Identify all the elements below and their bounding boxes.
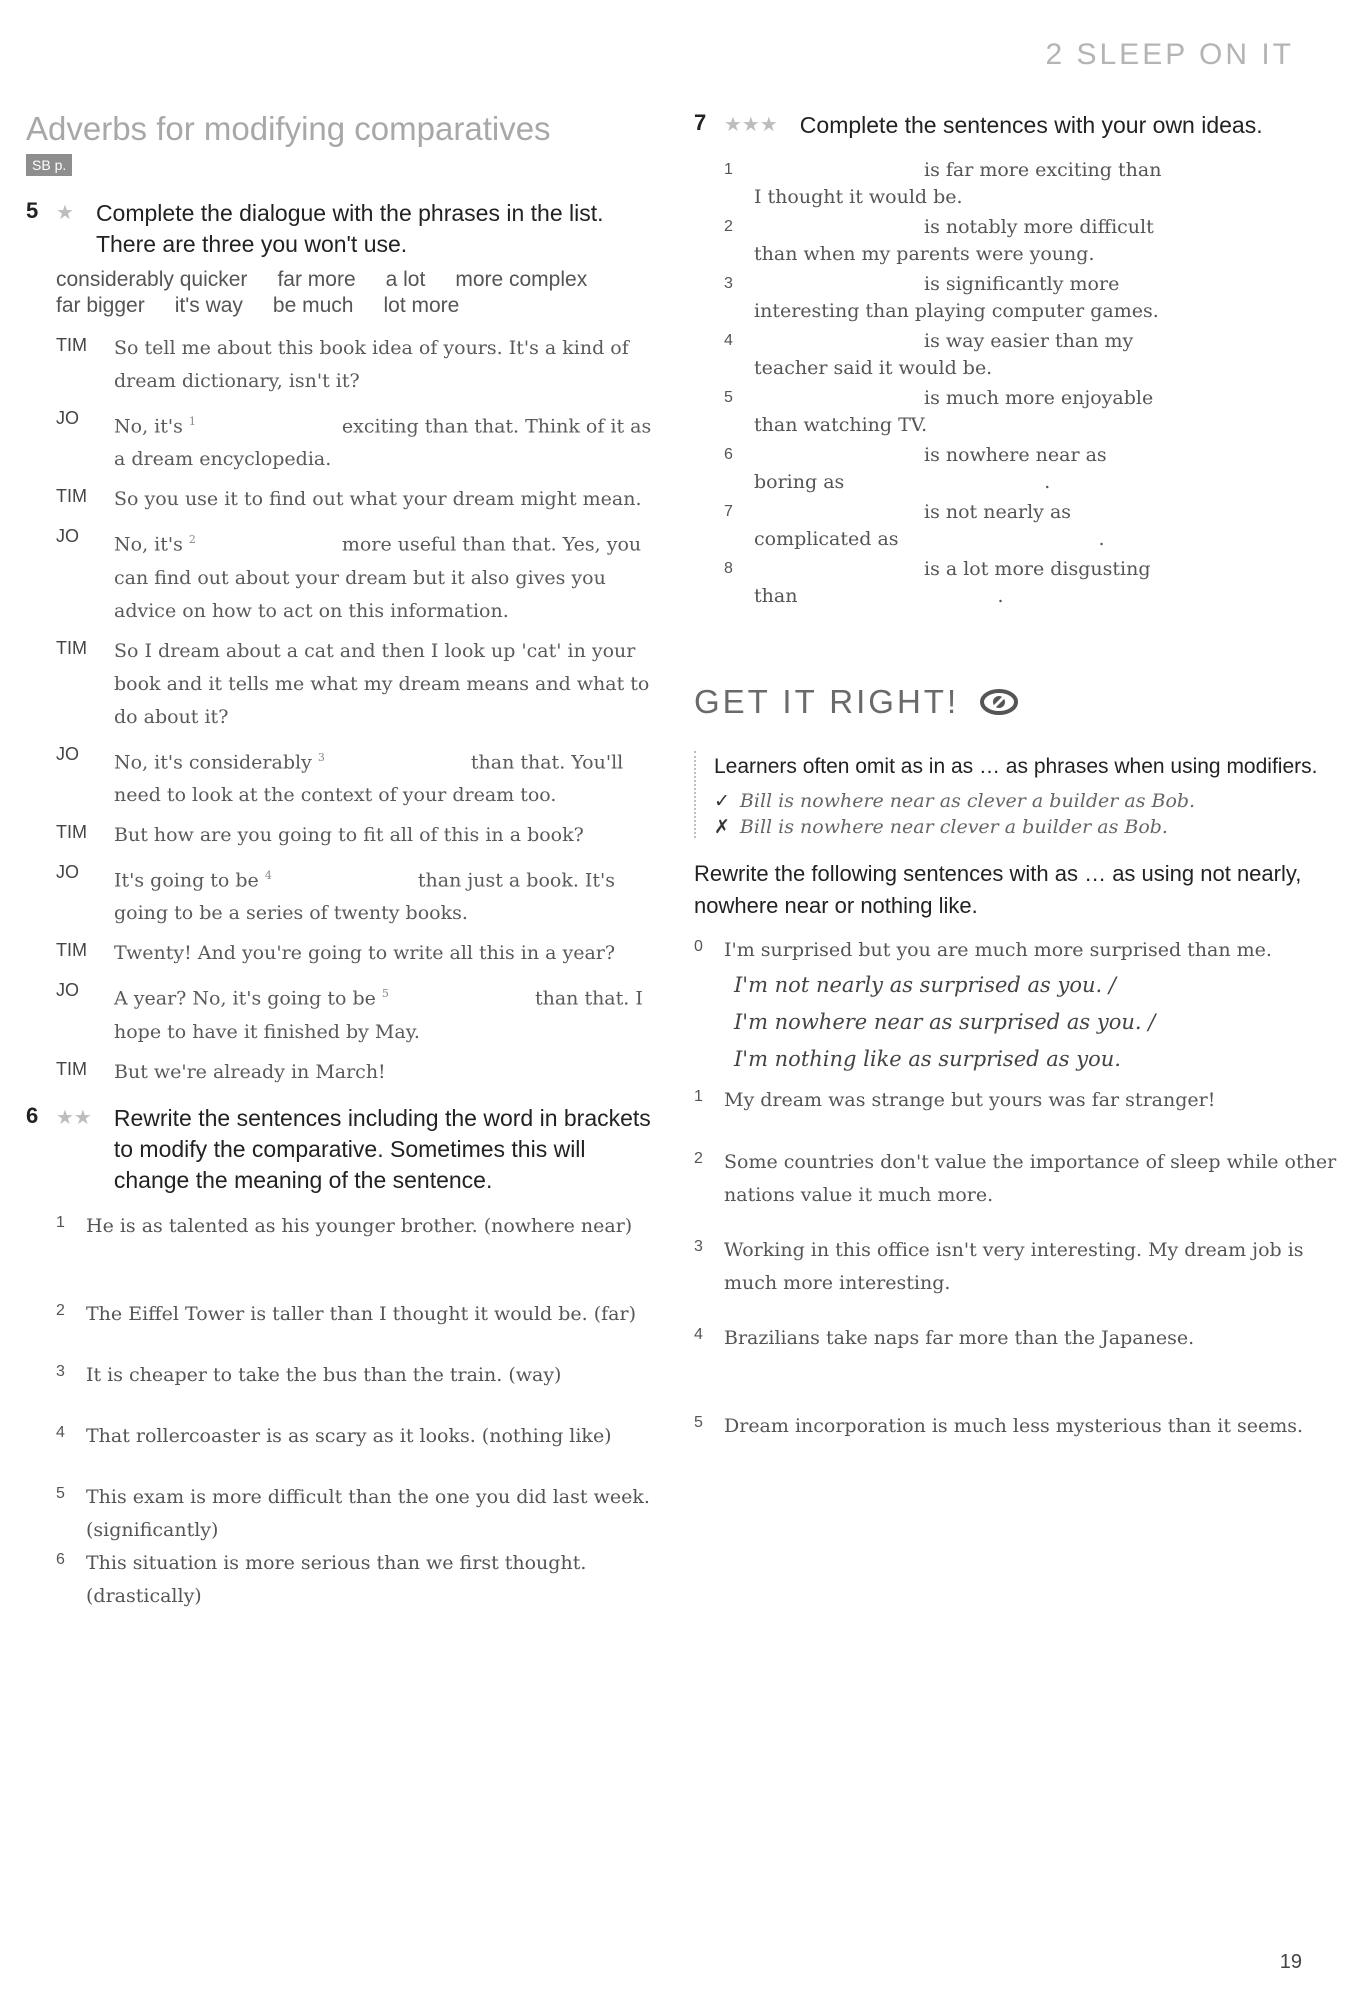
- phrase-option: far bigger: [56, 294, 145, 317]
- note-text: Learners often omit as in as … as phrases when using modifiers.: [714, 755, 1318, 778]
- line-b: [754, 355, 1224, 382]
- list-item: [56, 1420, 666, 1481]
- line-a: is a lot more disgusting: [924, 558, 1151, 580]
- page-number: 19: [1279, 1951, 1302, 1973]
- line-b: [754, 412, 1224, 439]
- gap-number: 5: [381, 987, 389, 1001]
- list-item: [724, 556, 1344, 613]
- item-text: This situation is more serious than we first thought. (drastically): [86, 1551, 587, 1607]
- phrase-option: it's way: [174, 294, 243, 317]
- example-answers: [734, 967, 1344, 1078]
- item-text: [754, 385, 1224, 442]
- list-item: [56, 1298, 666, 1359]
- item-number: 5: [724, 389, 733, 406]
- line-b-text: teacher said it would be.: [754, 357, 993, 379]
- list-item: [694, 1410, 1344, 1498]
- model-answer: I'm nothing like as surprised as you.: [734, 1047, 1121, 1071]
- text-after-gap: than that. You'll need to look at the context of your dream too.: [114, 750, 624, 806]
- exercise-instruction: Rewrite the sentences including the word in brackets to modify the comparative. Sometimes this will change the meaning of the sentence.: [113, 1104, 651, 1193]
- dialogue-text: So I dream about a cat and then I look up 'cat' in your book and it tells me what my dream means and what to do about it?: [114, 639, 650, 728]
- check-icon: ✓: [714, 790, 730, 812]
- item-number: 6: [724, 446, 733, 463]
- dialogue-text: Twenty! And you're going to write all this in a year?: [114, 942, 616, 965]
- get-it-right-title: GET IT RIGHT!: [694, 683, 960, 720]
- dialogue-text: [114, 859, 666, 930]
- speaker-name: JO: [56, 980, 80, 1001]
- item-text: Some countries don't value the importance of sleep while other nations value it much more.: [724, 1151, 1337, 1206]
- item-number: 3: [56, 1362, 65, 1380]
- phrase-option: be much: [272, 294, 354, 317]
- list-item: [724, 328, 1344, 385]
- exercise-7-items: [724, 157, 1344, 613]
- line-b: [754, 184, 1224, 211]
- exercise-instruction: Complete the sentences with your own ideas.: [799, 112, 1263, 138]
- line-a: is much more enjoyable: [924, 387, 1154, 409]
- speaker-name: JO: [56, 861, 80, 882]
- item-text: [754, 157, 1224, 214]
- line-a: is far more exciting than: [924, 159, 1162, 181]
- phrase-option: far more: [277, 268, 356, 291]
- model-answer: I'm not nearly as surprised as you. /: [734, 973, 1116, 997]
- line-a: is nowhere near as: [924, 444, 1107, 466]
- line-end: .: [1098, 528, 1105, 550]
- item-number: 2: [56, 1301, 65, 1319]
- speaker-name: TIM: [56, 335, 87, 355]
- list-item: [56, 1359, 666, 1420]
- difficulty-stars-icon: ★: [56, 202, 74, 224]
- learner-note: [694, 751, 1344, 838]
- item-number: 7: [724, 503, 733, 520]
- speaker-name: TIM: [56, 940, 87, 961]
- line-b: [754, 298, 1224, 325]
- item-number: 5: [56, 1484, 65, 1502]
- line-b-text: boring as: [754, 471, 845, 493]
- difficulty-stars-icon: ★★★: [724, 114, 778, 136]
- item-text: Working in this office isn't very interesting. My dream job is much more interesting.: [724, 1239, 1304, 1294]
- correct-example: ✓ Bill is nowhere near as clever a builder as Bob.: [714, 790, 1196, 812]
- exercise-7: [694, 110, 1344, 613]
- left-column: [26, 110, 666, 1613]
- dialogue-text: So you use it to find out what your dream might mean.: [114, 488, 642, 511]
- item-text: [754, 328, 1224, 385]
- phrase-option: lot more: [383, 294, 460, 317]
- exercise-number: 6: [26, 1102, 39, 1128]
- text-before-gap: A year? No, it's going to be: [114, 987, 382, 1010]
- list-item: [694, 1322, 1344, 1410]
- dialogue: [56, 332, 666, 1089]
- speaker-name: TIM: [56, 486, 87, 507]
- dialogue-line: [56, 332, 666, 398]
- list-item: [724, 271, 1344, 328]
- exercise-number: 7: [694, 110, 707, 135]
- phrase-list: [56, 268, 656, 318]
- text-before-gap: No, it's: [114, 533, 189, 556]
- get-it-right-box: [694, 683, 1344, 1498]
- line-b-text: than watching TV.: [754, 414, 928, 436]
- line-b: [754, 469, 1224, 496]
- speaker-name: TIM: [56, 637, 87, 658]
- list-item: [724, 499, 1344, 556]
- item-text: [754, 271, 1224, 328]
- item-number: 4: [724, 332, 733, 349]
- line-a: is way easier than my: [924, 330, 1134, 352]
- exercise-instruction: Complete the dialogue with the phrases in the list. There are three you won't use.: [95, 200, 604, 257]
- dialogue-text: But we're already in March!: [114, 1060, 386, 1083]
- item-text: It is cheaper to take the bus than the train. (way): [86, 1363, 562, 1386]
- line-b: [754, 583, 1224, 610]
- dialogue-text: So tell me about this book idea of yours. It's a kind of dream dictionary, isn't it?: [114, 337, 629, 392]
- text-after-gap: than that. I hope to have it finished by May.: [114, 987, 643, 1043]
- running-head: 2 SLEEP ON IT: [1045, 38, 1294, 71]
- item-number: 3: [724, 275, 733, 292]
- list-item: [694, 1234, 1344, 1322]
- dialogue-text: [114, 741, 666, 812]
- line-b-text: I thought it would be.: [754, 186, 963, 208]
- line-a: is significantly more: [924, 273, 1120, 295]
- dialogue-line: [56, 1056, 666, 1089]
- phrase-option: considerably quicker: [56, 268, 248, 291]
- dialogue-line: [56, 937, 666, 970]
- list-item: [56, 1547, 666, 1613]
- list-item: [724, 157, 1344, 214]
- difficulty-stars-icon: ★★: [56, 1106, 92, 1129]
- gap-number: 4: [264, 868, 272, 882]
- list-item: [724, 442, 1344, 499]
- incorrect-example: ✗ Bill is nowhere near clever a builder as Bob.: [714, 816, 1168, 838]
- speaker-name: JO: [56, 408, 80, 428]
- gap-number: 2: [188, 533, 196, 547]
- line-b: [754, 526, 1224, 553]
- phrase-option: a lot: [385, 268, 426, 291]
- line-b-text: interesting than playing computer games.: [754, 300, 1159, 322]
- item-text: [754, 214, 1224, 271]
- list-item: [724, 385, 1344, 442]
- item-text: This exam is more difficult than the one you did last week. (significantly): [86, 1485, 650, 1541]
- list-item: [694, 1146, 1344, 1234]
- gap-number: 3: [317, 750, 325, 764]
- exercise-6-items: [56, 1210, 666, 1613]
- list-item: [694, 1084, 1344, 1146]
- dialogue-text: [114, 405, 666, 476]
- line-end: .: [1044, 471, 1051, 493]
- item-number: 3: [694, 1238, 703, 1255]
- item-text: That rollercoaster is as scary as it looks. (nothing like): [86, 1424, 612, 1447]
- exercise-5: [26, 198, 666, 1089]
- line-b-text: complicated as: [754, 528, 899, 550]
- eye-icon: [979, 687, 1019, 717]
- exercise-6: [26, 1103, 666, 1613]
- item-number: 8: [724, 560, 733, 577]
- line-end: .: [997, 585, 1004, 607]
- dialogue-text: [114, 977, 666, 1048]
- gap-number: 1: [188, 415, 196, 428]
- item-number: 1: [56, 1213, 65, 1231]
- rewrite-items: [694, 1084, 1344, 1498]
- text-before-gap: No, it's considerably: [114, 750, 318, 773]
- item-text: He is as talented as his younger brother. (nowhere near): [86, 1214, 633, 1237]
- line-b-text: than: [754, 585, 798, 607]
- text-after-gap: exciting than that. Think of it as a dream encyclopedia.: [114, 415, 652, 471]
- text-before-gap: It's going to be: [114, 869, 265, 892]
- example-item: 0 I'm surprised but you are much more surprised than me.: [694, 938, 1272, 961]
- item-number: 1: [694, 1088, 703, 1105]
- item-number: 4: [56, 1423, 65, 1441]
- speaker-name: TIM: [56, 821, 87, 842]
- dialogue-line: [56, 741, 666, 812]
- right-column: [694, 110, 1344, 1498]
- list-item: [724, 214, 1344, 271]
- line-b: [754, 241, 1224, 268]
- item-text: [754, 499, 1224, 556]
- dialogue-line: [56, 977, 666, 1048]
- item-text: [754, 442, 1224, 499]
- item-number: 1: [724, 161, 733, 178]
- speaker-name: JO: [56, 743, 80, 764]
- item-number: 6: [56, 1550, 65, 1568]
- model-answer: I'm nowhere near as surprised as you. /: [734, 1010, 1156, 1034]
- speaker-name: TIM: [56, 1058, 87, 1079]
- dialogue-text: [114, 523, 666, 627]
- item-text: The Eiffel Tower is taller than I thought it would be. (far): [86, 1302, 636, 1325]
- item-text: My dream was strange but yours was far stranger!: [724, 1089, 1216, 1111]
- item-text: [754, 556, 1224, 613]
- section-title: Adverbs for modifying comparatives: [26, 110, 551, 147]
- item-number: 2: [694, 1150, 703, 1167]
- sb-page-tag: SB p.: [26, 154, 72, 176]
- text-after-gap: than just a book. It's going to be a series of twenty books.: [114, 869, 616, 925]
- text-before-gap: No, it's: [114, 415, 189, 438]
- item-text: Brazilians take naps far more than the Japanese.: [724, 1327, 1195, 1349]
- dialogue-line: [56, 635, 666, 734]
- line-a: is notably more difficult: [924, 216, 1154, 238]
- dialogue-line: [56, 523, 666, 627]
- text-after-gap: more useful than that. Yes, you can find out about your dream but it also gives you advice on how to act on this information.: [114, 533, 642, 622]
- phrase-option: more complex: [455, 268, 588, 291]
- speaker-name: JO: [56, 526, 80, 547]
- line-b-text: than when my parents were young.: [754, 243, 1095, 265]
- exercise-number: 5: [26, 198, 39, 223]
- dialogue-text: But how are you going to fit all of this in a book?: [114, 823, 584, 846]
- item-text: Dream incorporation is much less mysterious than it seems.: [724, 1415, 1304, 1437]
- cross-icon: ✗: [714, 816, 730, 838]
- line-a: is not nearly as: [924, 501, 1072, 523]
- item-number: 2: [724, 218, 733, 235]
- dialogue-line: [56, 859, 666, 930]
- dialogue-line: [56, 819, 666, 852]
- item-number: 5: [694, 1414, 703, 1431]
- list-item: [56, 1481, 666, 1547]
- item-number: 4: [694, 1326, 703, 1343]
- dialogue-line: [56, 405, 666, 476]
- rewrite-instruction: Rewrite the following sentences with as … as using not nearly, nowhere near or nothing like.: [694, 861, 1302, 918]
- dialogue-line: [56, 483, 666, 516]
- list-item: [56, 1210, 666, 1298]
